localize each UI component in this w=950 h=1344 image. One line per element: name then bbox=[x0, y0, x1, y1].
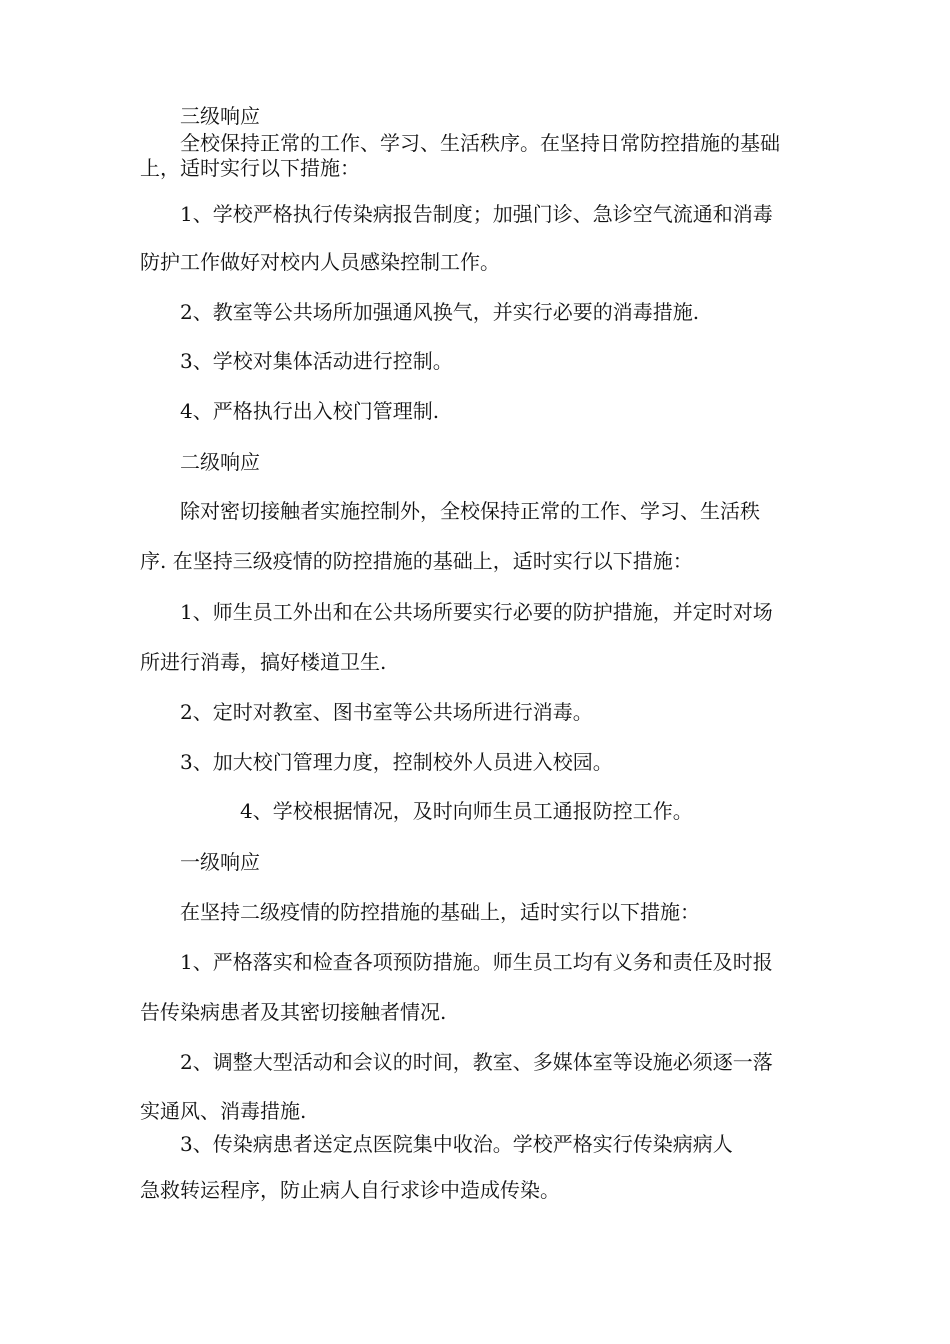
list-item: 2、教室等公共场所加强通风换气，并实行必要的消毒措施. bbox=[180, 300, 700, 324]
list-item: 3、学校对集体活动进行控制。 bbox=[180, 349, 453, 373]
list-item: 3、加大校门管理力度，控制校外人员进入校园。 bbox=[180, 750, 613, 774]
list-item: 3、传染病患者送定点医院集中收治。学校严格实行传染病病人 bbox=[180, 1132, 733, 1156]
list-item-continuation: 告传染病患者及其密切接触者情况. bbox=[140, 1000, 447, 1024]
section-intro-line: 序. 在坚持三级疫情的防控措施的基础上，适时实行以下措施： bbox=[140, 549, 693, 573]
section-intro-line: 除对密切接触者实施控制外，全校保持正常的工作、学习、生活秩 bbox=[180, 499, 760, 523]
list-item: 4、学校根据情况，及时向师生员工通报防控工作。 bbox=[240, 799, 693, 823]
section-heading-level2: 二级响应 bbox=[180, 450, 260, 474]
section-intro-line: 全校保持正常的工作、学习、生活秩序。在坚持日常防控措施的基础 bbox=[180, 131, 780, 155]
list-item: 1、学校严格执行传染病报告制度；加强门诊、急诊空气流通和消毒 bbox=[180, 202, 773, 226]
list-item: 1、严格落实和检查各项预防措施。师生员工均有义务和责任及时报 bbox=[180, 950, 773, 974]
section-heading-level3: 三级响应 bbox=[180, 104, 260, 128]
section-heading-level1: 一级响应 bbox=[180, 850, 260, 874]
list-item: 2、调整大型活动和会议的时间，教室、多媒体室等设施必须逐一落 bbox=[180, 1050, 773, 1074]
list-item: 1、师生员工外出和在公共场所要实行必要的防护措施，并定时对场 bbox=[180, 600, 773, 624]
section-intro-line: 在坚持二级疫情的防控措施的基础上，适时实行以下措施： bbox=[180, 900, 700, 924]
list-item-continuation: 防护工作做好对校内人员感染控制工作。 bbox=[140, 250, 500, 274]
list-item-continuation: 实通风、消毒措施. bbox=[140, 1099, 307, 1123]
list-item-continuation: 急救转运程序，防止病人自行求诊中造成传染。 bbox=[140, 1178, 560, 1202]
list-item-continuation: 所进行消毒，搞好楼道卫生. bbox=[140, 650, 387, 674]
list-item: 4、严格执行出入校门管理制. bbox=[180, 399, 440, 423]
list-item: 2、定时对教室、图书室等公共场所进行消毒。 bbox=[180, 700, 593, 724]
section-intro-line: 上，适时实行以下措施： bbox=[140, 156, 360, 180]
